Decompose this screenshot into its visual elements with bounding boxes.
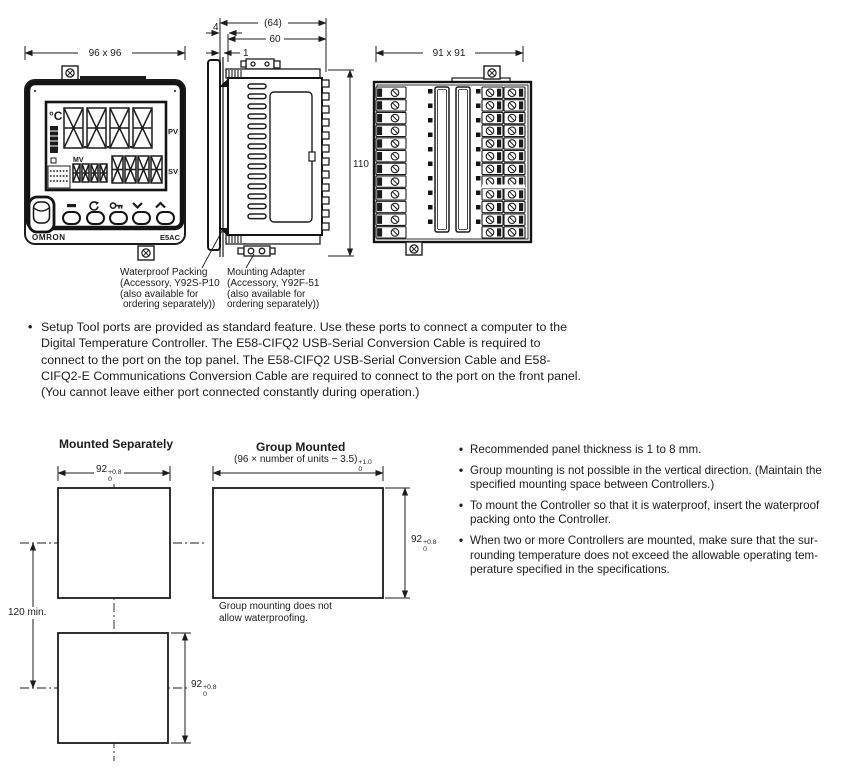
note-item: • When two or more Controllers are mounted, make sure that the sur- rounding temperature does not exceed the allowable operating tem- perature specified in the specifications. bbox=[459, 533, 819, 577]
group-mounted-title: Group Mounted bbox=[256, 440, 346, 454]
terminal-teeth bbox=[322, 80, 329, 230]
side-view-drawing bbox=[196, 10, 372, 275]
bottom-rail bbox=[226, 235, 320, 244]
group-height-dimension bbox=[385, 488, 410, 598]
bullet-marker: • bbox=[28, 320, 33, 334]
vertical-spacing-label: 120 min. bbox=[8, 607, 47, 618]
rear-width-dim-label: 91 x 91 bbox=[432, 48, 466, 59]
group-cutout bbox=[213, 488, 383, 598]
mv-label: MV bbox=[73, 157, 84, 164]
dim-panel-thickness: 1 bbox=[243, 48, 249, 59]
note-item: • Group mounting is not possible in the vertical direction. (Maintain the specified mounting space between Controllers.) bbox=[459, 463, 822, 492]
dim-total-depth: (64) bbox=[264, 18, 282, 29]
model-badge: E5AC bbox=[159, 233, 180, 242]
note-item: • To mount the Controller so that it is waterproof, insert the waterproof packing onto the Controller. bbox=[459, 498, 820, 527]
top-rail bbox=[226, 69, 320, 78]
level-key-icon bbox=[67, 204, 76, 207]
degree-indicator: °C bbox=[49, 109, 63, 123]
side-body bbox=[228, 78, 322, 235]
pv-label: PV bbox=[168, 127, 179, 136]
cutout-width-label: 92 +0.8 0 bbox=[96, 464, 122, 483]
usb-port-cover bbox=[29, 197, 54, 232]
note-item: • Recommended panel thickness is 1 to 8 mm. bbox=[459, 443, 702, 456]
side-height-dimension bbox=[328, 70, 354, 256]
mounting-notes-list bbox=[459, 443, 822, 584]
dim-behind-panel: 60 bbox=[269, 34, 281, 45]
group-height-label: 92 +0.8 0 bbox=[411, 534, 437, 553]
top-setup-port bbox=[241, 59, 280, 69]
rear-view-drawing bbox=[366, 36, 546, 264]
mounted-separately-title: Mounted Separately bbox=[59, 437, 174, 451]
group-width-formula: (96 × number of units − 3.5) +1.0 0 bbox=[234, 454, 372, 473]
front-width-dim-label: 96 x 96 bbox=[88, 48, 122, 59]
front-view-drawing bbox=[18, 36, 202, 268]
rear-bottom-screw bbox=[406, 242, 422, 255]
adapter-bolt bbox=[238, 246, 275, 256]
waterproof-packing-label: Waterproof Packing (Accessory, Y92S-P10 (also available for ordering separately)) bbox=[120, 267, 220, 311]
front-bezel-side bbox=[208, 60, 220, 250]
bottom-mounting-screw bbox=[138, 246, 154, 260]
group-mounting-note: Group mounting does not allow waterproofing. bbox=[219, 601, 332, 624]
panel-cutout-lower bbox=[58, 633, 168, 743]
cutout-height-label: 92 +0.8 0 bbox=[191, 679, 217, 698]
group-width-dimension bbox=[213, 466, 383, 481]
sv-label: SV bbox=[168, 167, 179, 176]
dim-front-depth: 4 bbox=[213, 22, 219, 33]
rear-top-screw bbox=[484, 66, 500, 79]
panel-cutout-upper bbox=[58, 488, 170, 598]
mounting-adapter-label: Mounting Adapter (Accessory, Y92F-51 (also available for ordering separately)) bbox=[227, 267, 320, 311]
top-mounting-screw bbox=[62, 66, 78, 80]
dim-height: 110 bbox=[353, 159, 369, 170]
setup-tool-note: • Setup Tool ports are provided as standard feature. Use these ports to connect a computer to the Digital Temperature Controller. The E58-CIFQ2 USB-Serial Conversion Cable is required to connect to the port on the top panel. The E58-CIFQ2 USB-Serial Conversion Cable and E58- CIFQ2-E Communications Conversion Cable are required to connect to the port on the front panel. (You cannot leave either port connected constantly during operation.) bbox=[28, 320, 581, 400]
brand-logo: OMRON bbox=[32, 233, 66, 242]
